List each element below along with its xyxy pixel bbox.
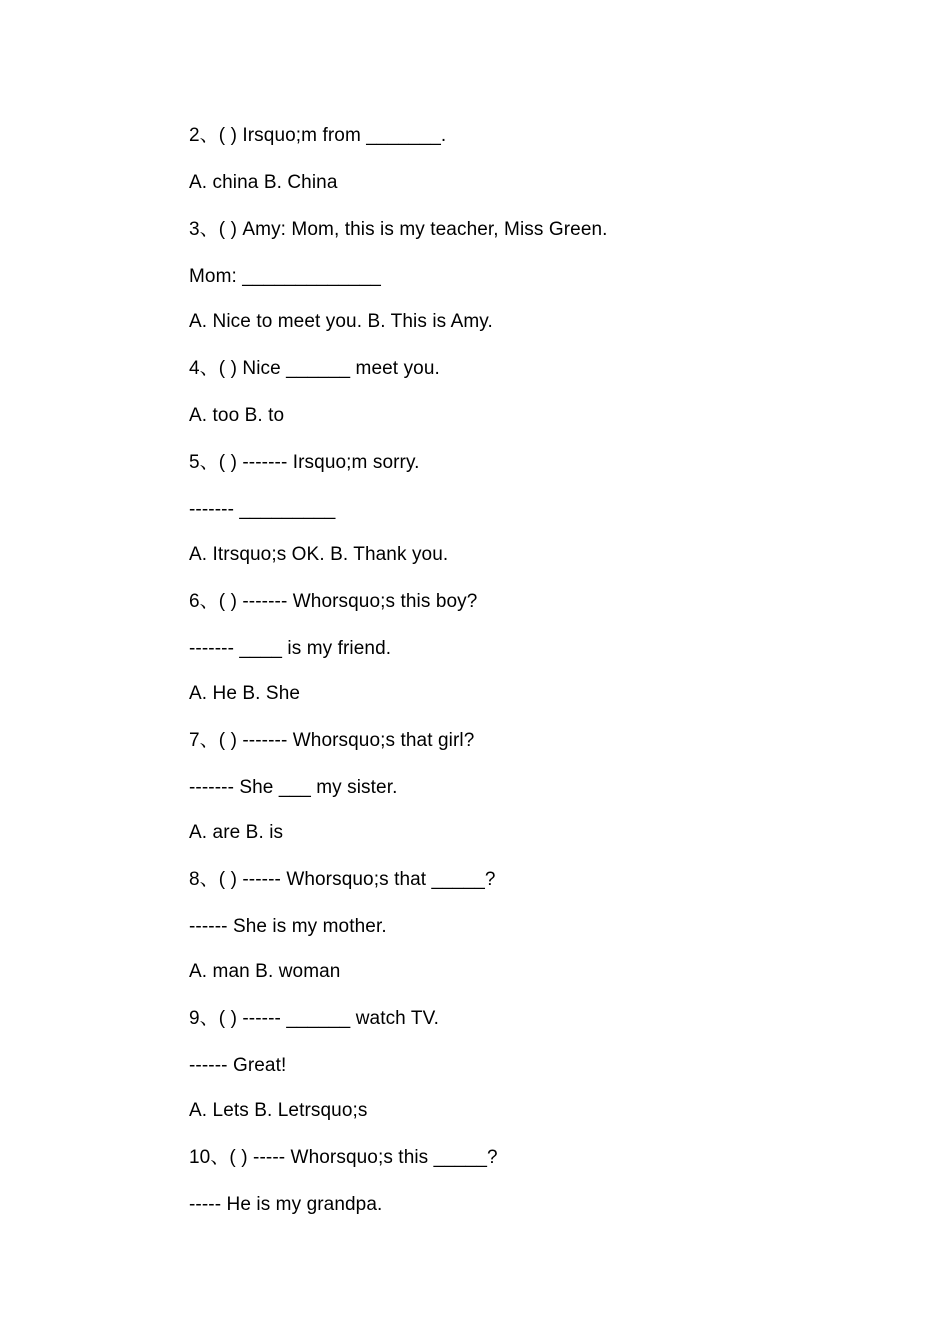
question-5-response: ------- _________	[189, 499, 336, 520]
question-9-options: A. Lets B. Letrsquo;s	[189, 1100, 368, 1121]
question-3-response: Mom: _____________	[189, 266, 381, 287]
question-8: 8、( ) ------ Whorsquo;s that _____?	[189, 869, 496, 890]
question-6-response: ------- ____ is my friend.	[189, 638, 392, 659]
question-9: 9、( ) ------ ______ watch TV.	[189, 1008, 439, 1029]
question-6: 6、( ) ------- Whorsquo;s this boy?	[189, 591, 478, 612]
question-3: 3、( ) Amy: Mom, this is my teacher, Miss Green.	[189, 219, 608, 240]
question-7-response: ------- She ___ my sister.	[189, 777, 398, 798]
question-5: 5、( ) ------- Irsquo;m sorry.	[189, 452, 420, 473]
question-8-options: A. man B. woman	[189, 961, 341, 982]
question-2: 2、( ) Irsquo;m from _______.	[189, 125, 447, 146]
question-4: 4、( ) Nice ______ meet you.	[189, 358, 440, 379]
question-7: 7、( ) ------- Whorsquo;s that girl?	[189, 730, 475, 751]
question-10-response: ----- He is my grandpa.	[189, 1194, 383, 1215]
question-2-options: A. china B. China	[189, 172, 338, 193]
question-9-response: ------ Great!	[189, 1055, 287, 1076]
question-8-response: ------ She is my mother.	[189, 916, 387, 937]
question-4-options: A. too B. to	[189, 405, 285, 426]
question-6-options: A. He B. She	[189, 683, 301, 704]
question-5-options: A. Itrsquo;s OK. B. Thank you.	[189, 544, 449, 565]
question-3-options: A. Nice to meet you. B. This is Amy.	[189, 311, 493, 332]
question-10: 10、( ) ----- Whorsquo;s this _____?	[189, 1147, 498, 1168]
question-7-options: A. are B. is	[189, 822, 284, 843]
